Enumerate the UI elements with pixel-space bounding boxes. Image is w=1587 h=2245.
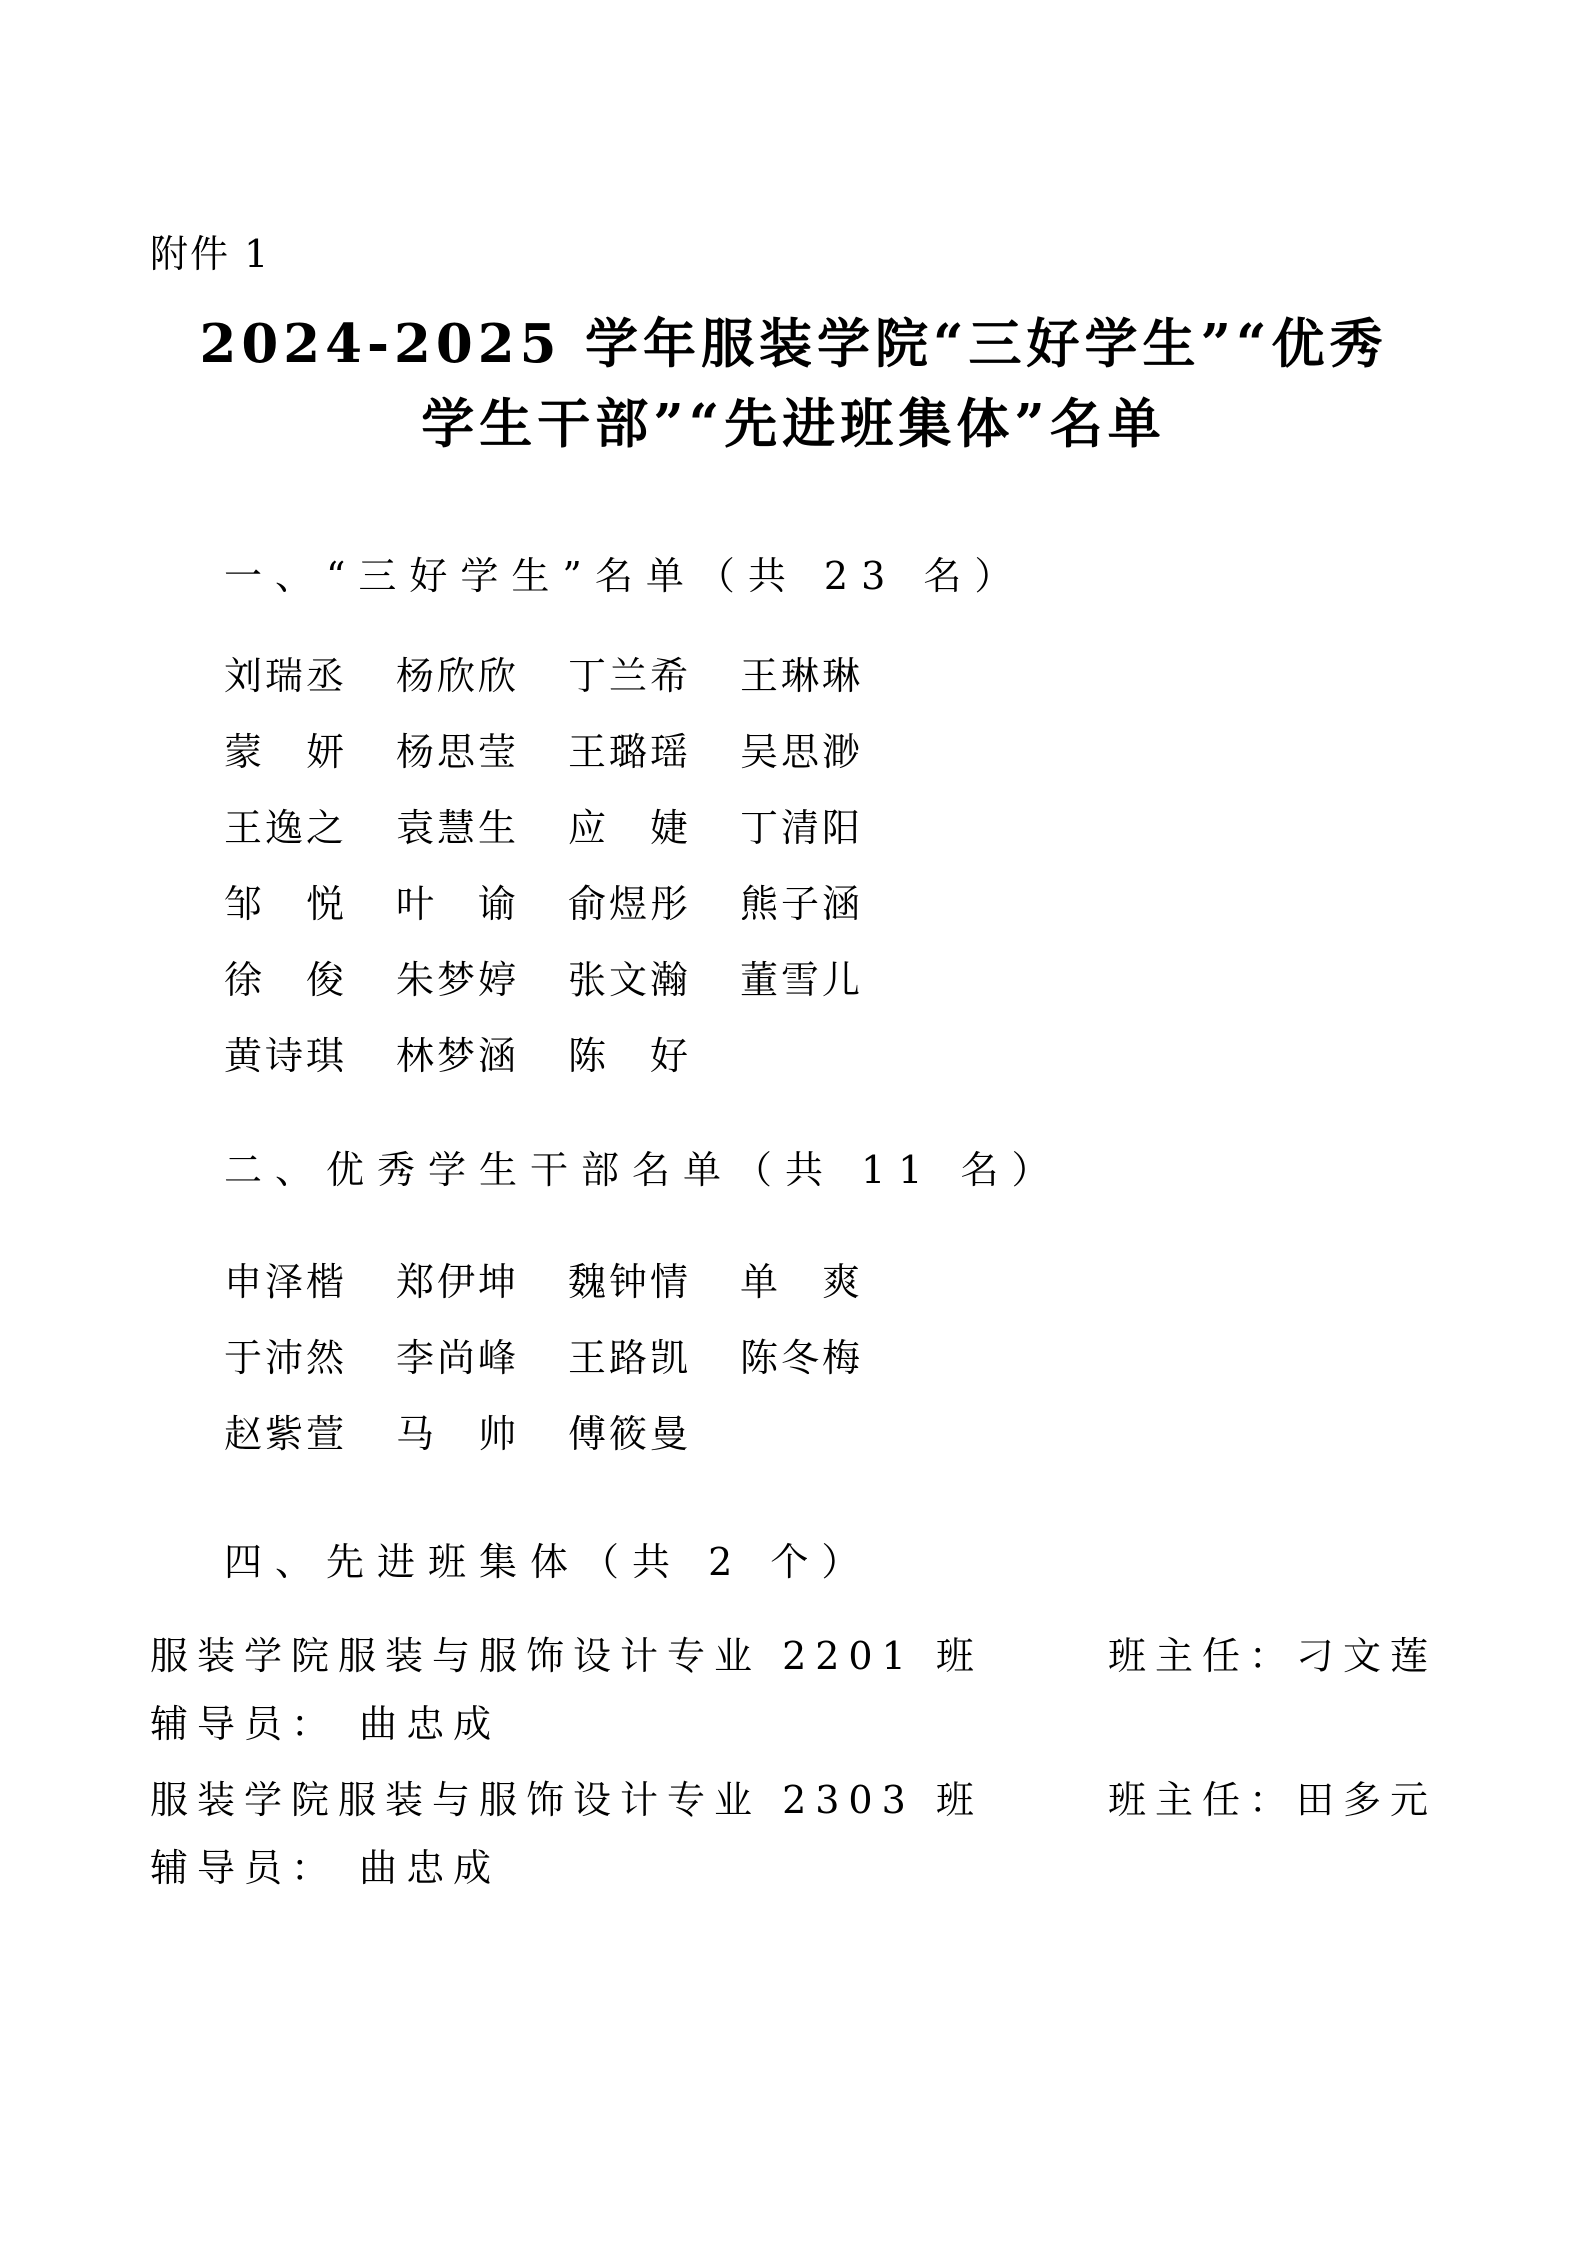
student-name: 刘瑞丞 (224, 653, 348, 698)
name-row (224, 1240, 1437, 1316)
head-teacher: 班主任：刁文莲 (1107, 1633, 1437, 1678)
name-row (224, 862, 1437, 938)
student-name: 叶 谕 (396, 881, 520, 926)
student-name: 单 爽 (740, 1259, 864, 1304)
student-name: 俞煜彤 (568, 881, 692, 926)
section-heading-classes: 四、先进班集体（共 2 个） (224, 1540, 873, 1584)
sanhao-name-grid (150, 634, 1437, 1090)
student-name: 徐 俊 (224, 957, 348, 1002)
title-line-1: 2024-2025 学年服装学院“三好学生”“优秀 (199, 313, 1388, 375)
class-name: 服装学院服装与服饰设计专业 2201 班 (150, 1633, 983, 1678)
student-name: 应 婕 (568, 805, 692, 850)
cadres-name-grid (150, 1240, 1437, 1468)
student-name: 王璐瑶 (568, 729, 692, 774)
counselor: 辅导员： 曲忠成 (150, 1702, 501, 1746)
title-line-2: 学生干部”“先进班集体”名单 (421, 393, 1166, 455)
student-name: 王逸之 (224, 805, 348, 850)
name-row (224, 1316, 1437, 1392)
name-row (224, 786, 1437, 862)
student-name: 李尚峰 (396, 1335, 520, 1380)
student-name: 郑伊坤 (396, 1259, 520, 1304)
student-name: 黄诗琪 (224, 1033, 348, 1078)
class-entry (150, 1616, 1437, 1688)
class-name: 服装学院服装与服饰设计专业 2303 班 (150, 1777, 983, 1822)
student-name: 蒙 妍 (224, 729, 348, 774)
section-advanced-classes (150, 1538, 1437, 1904)
name-row (224, 710, 1437, 786)
head-teacher: 班主任：田多元 (1107, 1777, 1437, 1822)
student-name: 邹 悦 (224, 881, 348, 926)
student-name: 吴思渺 (740, 729, 864, 774)
student-name: 陈 好 (568, 1033, 692, 1078)
section-heading-sanhao: 一、“三好学生”名单（共 23 名） (224, 554, 1026, 598)
student-name: 杨欣欣 (396, 653, 520, 698)
student-name: 傅筱曼 (568, 1411, 692, 1456)
name-row (224, 938, 1437, 1014)
section-sanhao-students (150, 552, 1437, 1090)
name-row (224, 634, 1437, 710)
student-name: 马 帅 (396, 1411, 520, 1456)
student-name: 申泽楷 (224, 1259, 348, 1304)
student-name: 杨思莹 (396, 729, 520, 774)
student-name: 袁慧生 (396, 805, 520, 850)
student-name: 朱梦婷 (396, 957, 520, 1002)
student-name: 赵紫萱 (224, 1411, 348, 1456)
document-title (150, 304, 1437, 464)
class-entry (150, 1760, 1437, 1832)
student-name: 王琳琳 (740, 653, 864, 698)
student-name: 陈冬梅 (740, 1335, 864, 1380)
counselor: 辅导员： 曲忠成 (150, 1846, 501, 1890)
student-name: 林梦涵 (396, 1033, 520, 1078)
student-name: 王路凯 (568, 1335, 692, 1380)
student-name: 董雪儿 (740, 957, 864, 1002)
student-name: 魏钟情 (568, 1259, 692, 1304)
student-name: 丁兰希 (568, 653, 692, 698)
student-name: 于沛然 (224, 1335, 348, 1380)
student-name: 丁清阳 (740, 805, 864, 850)
advanced-classes-list (150, 1616, 1437, 1904)
name-row (224, 1392, 1437, 1468)
section-outstanding-cadres (150, 1146, 1437, 1468)
student-name: 张文瀚 (568, 957, 692, 1002)
section-heading-cadres: 二、优秀学生干部名单（共 11 名） (224, 1148, 1063, 1192)
attachment-label: 附件 1 (150, 232, 271, 276)
student-name: 熊子涵 (740, 881, 864, 926)
name-row (224, 1014, 1437, 1090)
